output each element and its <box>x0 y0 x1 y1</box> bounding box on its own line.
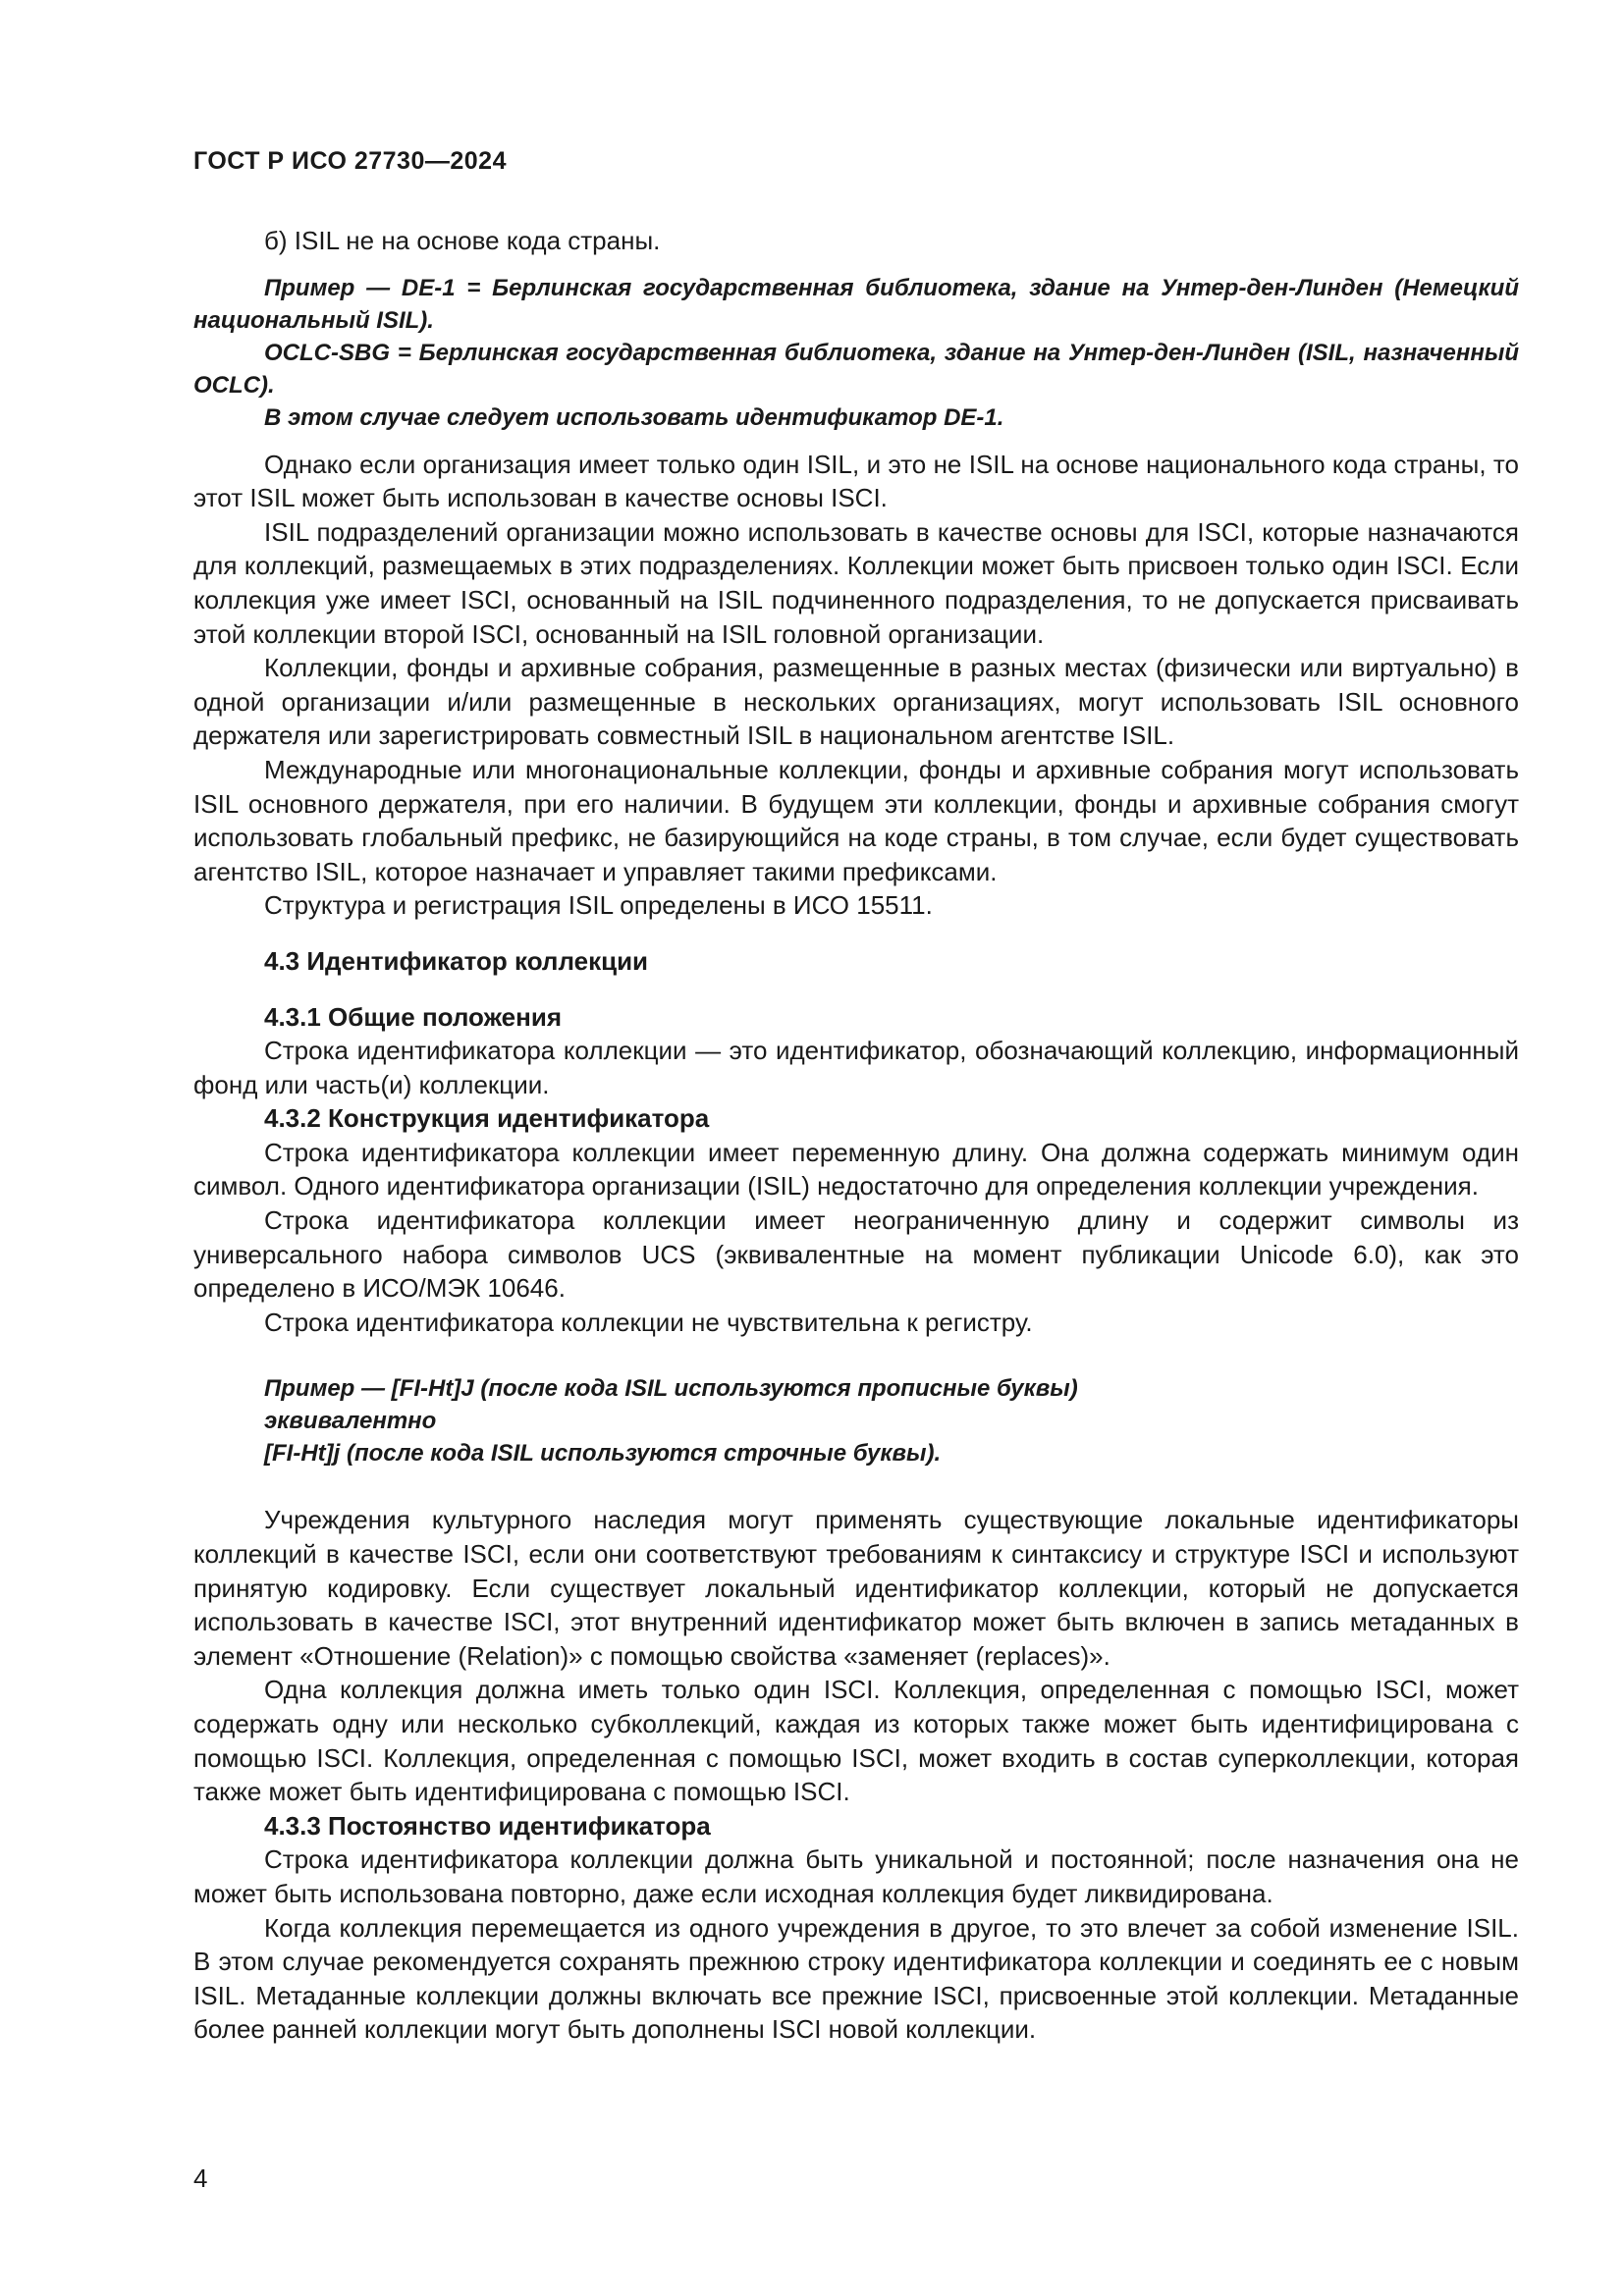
example-de1: Пример — DE-1 = Берлинская государственная библиотека, здание на Унтер-ден-Линден (Немецкий национальный ISIL). <box>193 274 1519 334</box>
paragraph: Строка идентификатора коллекции — это идентификатор, обозначающий коллекцию, информационный фонд или часть(и) коллекции. <box>193 1036 1519 1099</box>
example-case-1: Пример — [FI-Ht]J (после кода ISIL используются прописные буквы) <box>264 1375 1078 1403</box>
paragraph: Структура и регистрация ISIL определены в ИСО 15511. <box>264 890 933 921</box>
example-conclusion: В этом случае следует использовать идентификатор DE-1. <box>264 403 1004 431</box>
paragraph: Когда коллекция перемещается из одного учреждения в другое, то это влечет за собой изменение ISIL. В этом случае рекомендуется сохранять прежнюю строку идентификатора коллекции и соединять ее с новым ISIL. Метаданные коллекции должны включать все прежние ISCI, присвоенные этой коллекции. Метаданные более ранней коллекции могут быть дополнены ISCI новой коллекции. <box>193 1912 1519 2045</box>
section-heading-4-3-1: 4.3.1 Общие положения <box>264 1001 562 1032</box>
section-heading-4-3-3: 4.3.3 Постоянство идентификатора <box>264 1810 711 1841</box>
page-number: 4 <box>193 2163 208 2193</box>
example-case-2: [FI-Ht]j (после кода ISIL используются строчные буквы). <box>264 1440 942 1468</box>
list-item-b: б) ISIL не на основе кода страны. <box>264 226 661 255</box>
paragraph: Учреждения культурного наследия могут применять существующие локальные идентификаторы коллекций в качестве ISCI, если они соответствуют требованиям к синтаксису и структуре ISCI и используют принятую кодировку. Если существует локальный идентификатор коллекции, который не допускается использовать в качестве ISCI, этот внутренний идентификатор может быть включен в запись метаданных в элемент «Отношение (Relation)» с помощью свойства «заменяет (replaces)». <box>193 1505 1519 1671</box>
paragraph: Международные или многонациональные коллекции, фонды и архивные собрания могут использовать ISIL основного держателя, при его наличии. В будущем эти коллекции, фонды и архивные собрания смогут использовать глобальный префикс, не базирующийся на коде страны, в том случае, если будет существовать агентство ISIL, которое назначает и управляет такими префиксами. <box>193 754 1519 886</box>
paragraph: Строка идентификатора коллекции не чувствительна к регистру. <box>264 1307 1033 1337</box>
page-body <box>193 224 1519 2047</box>
document-header: ГОСТ Р ИСО 27730—2024 <box>193 147 507 175</box>
paragraph: Строка идентификатора коллекции имеет переменную длину. Она должна содержать минимум один символ. Одного идентификатора организации (ISIL) недостаточно для определения коллекции учреждения. <box>193 1137 1519 1201</box>
section-heading-4-3: 4.3 Идентификатор коллекции <box>264 945 649 976</box>
example-oclc: OCLC-SBG = Берлинская государственная библиотека, здание на Унтер-ден-Линден (ISIL, назначенный OCLC). <box>193 339 1519 399</box>
paragraph: ISIL подразделений организации можно использовать в качестве основы для ISCI, которые назначаются для коллекций, размещаемых в этих подразделениях. Коллекции может быть присвоен только один ISCI. Если коллекция уже имеет ISCI, основанный на ISIL подчиненного подразделения, то не допускается присваивать этой коллекции второй ISCI, основанный на ISIL головной организации. <box>193 516 1519 649</box>
paragraph: Строка идентификатора коллекции имеет неограниченную длину и содержит символы из универсального набора символов UCS (эквивалентные на момент публикации Unicode 6.0), как это определено в ИСО/МЭК 10646. <box>193 1205 1519 1304</box>
paragraph: Строка идентификатора коллекции должна быть уникальной и постоянной; после назначения она не может быть использована повторно, даже если исходная коллекция будет ликвидирована. <box>193 1844 1519 1908</box>
paragraph: Одна коллекция должна иметь только один ISCI. Коллекция, определенная с помощью ISCI, может содержать одну или несколько субколлекций, каждая из которых также может быть идентифицирована с помощью ISCI. Коллекция, определенная с помощью ISCI, может входить в состав суперколлекции, которая также может быть идентифицирована с помощью ISCI. <box>193 1675 1519 1807</box>
paragraph: Коллекции, фонды и архивные собрания, размещенные в разных местах (физически или виртуально) в одной организации и/или размещенные в нескольких организациях, могут использовать ISIL основного держателя или зарегистрировать совместный ISIL в национальном агентстве ISIL. <box>193 653 1519 751</box>
paragraph: Однако если организация имеет только один ISIL, и это не ISIL на основе национального кода страны, то этот ISIL может быть использован в качестве основы ISCI. <box>193 449 1519 513</box>
example-equivalent: эквивалентно <box>264 1408 437 1435</box>
section-heading-4-3-2: 4.3.2 Конструкция идентификатора <box>264 1103 710 1134</box>
